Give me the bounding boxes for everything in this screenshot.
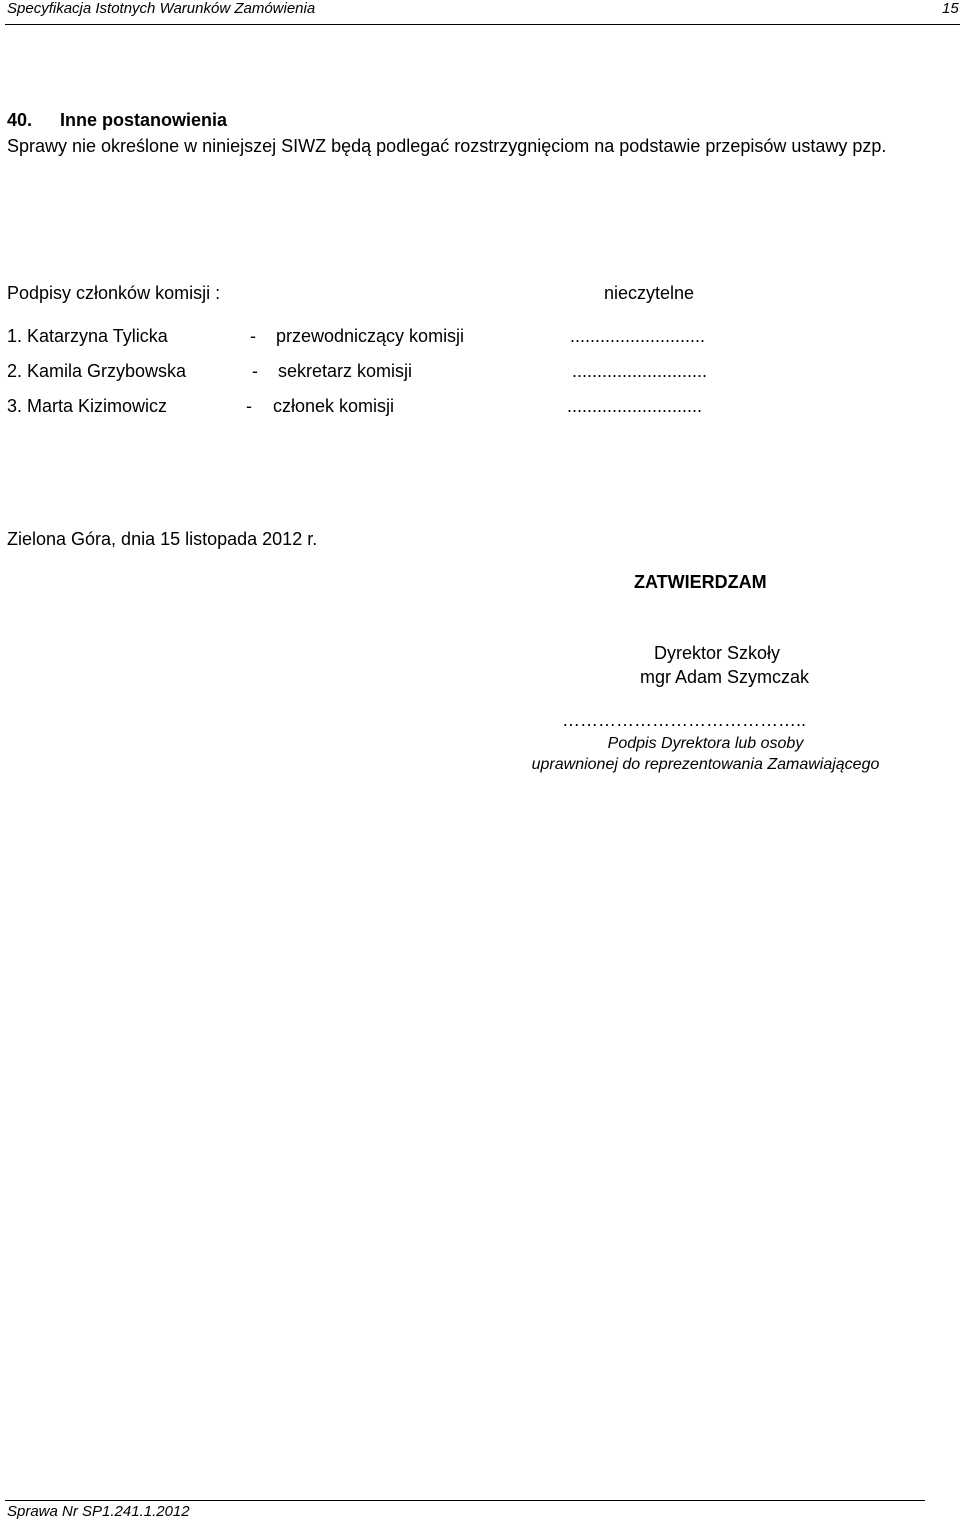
- signature-caption-line: Podpis Dyrektora lub osoby: [607, 735, 804, 752]
- footer-case-number: Sprawa Nr SP1.241.1.2012: [7, 1503, 190, 1520]
- signatures-label: Podpisy członków komisji :: [7, 283, 221, 303]
- member-role: przewodniczący komisji: [276, 326, 465, 346]
- approval-heading: ZATWIERDZAM: [634, 572, 767, 592]
- member-role: sekretarz komisji: [278, 361, 413, 381]
- signatures-note: nieczytelne: [604, 283, 695, 303]
- director-signature-line: …………………………………..: [562, 710, 807, 730]
- signature-caption-line: uprawnionej do reprezentowania Zamawiającego: [531, 756, 880, 773]
- member-signature-dots: ...........................: [570, 326, 706, 346]
- director-name: mgr Adam Szymczak: [640, 667, 810, 687]
- section-body: Sprawy nie określone w niniejszej SIWZ będą podlegać rozstrzygnięciom na podstawie przepisów ustawy pzp.: [7, 136, 887, 156]
- member-signature-dots: ...........................: [572, 361, 708, 381]
- page-number: 15: [942, 0, 959, 17]
- member-role: członek komisji: [273, 396, 395, 416]
- member-dash: -: [246, 396, 252, 416]
- place-and-date: Zielona Góra, dnia 15 listopada 2012 r.: [7, 529, 318, 549]
- member-dash: -: [252, 361, 258, 381]
- section-title: Inne postanowienia: [60, 110, 228, 130]
- header-title: Specyfikacja Istotnych Warunków Zamówienia: [7, 0, 316, 17]
- member-dash: -: [250, 326, 256, 346]
- member-name: 2. Kamila Grzybowska: [7, 361, 187, 381]
- signature-caption: [513, 733, 898, 775]
- director-title: Dyrektor Szkoły: [654, 643, 781, 663]
- member-name: 3. Marta Kizimowicz: [7, 396, 168, 416]
- member-name: 1. Katarzyna Tylicka: [7, 326, 168, 346]
- header-divider: [5, 24, 960, 25]
- member-signature-dots: ...........................: [567, 396, 703, 416]
- footer-divider: [5, 1500, 925, 1501]
- section-number: 40.: [7, 110, 33, 130]
